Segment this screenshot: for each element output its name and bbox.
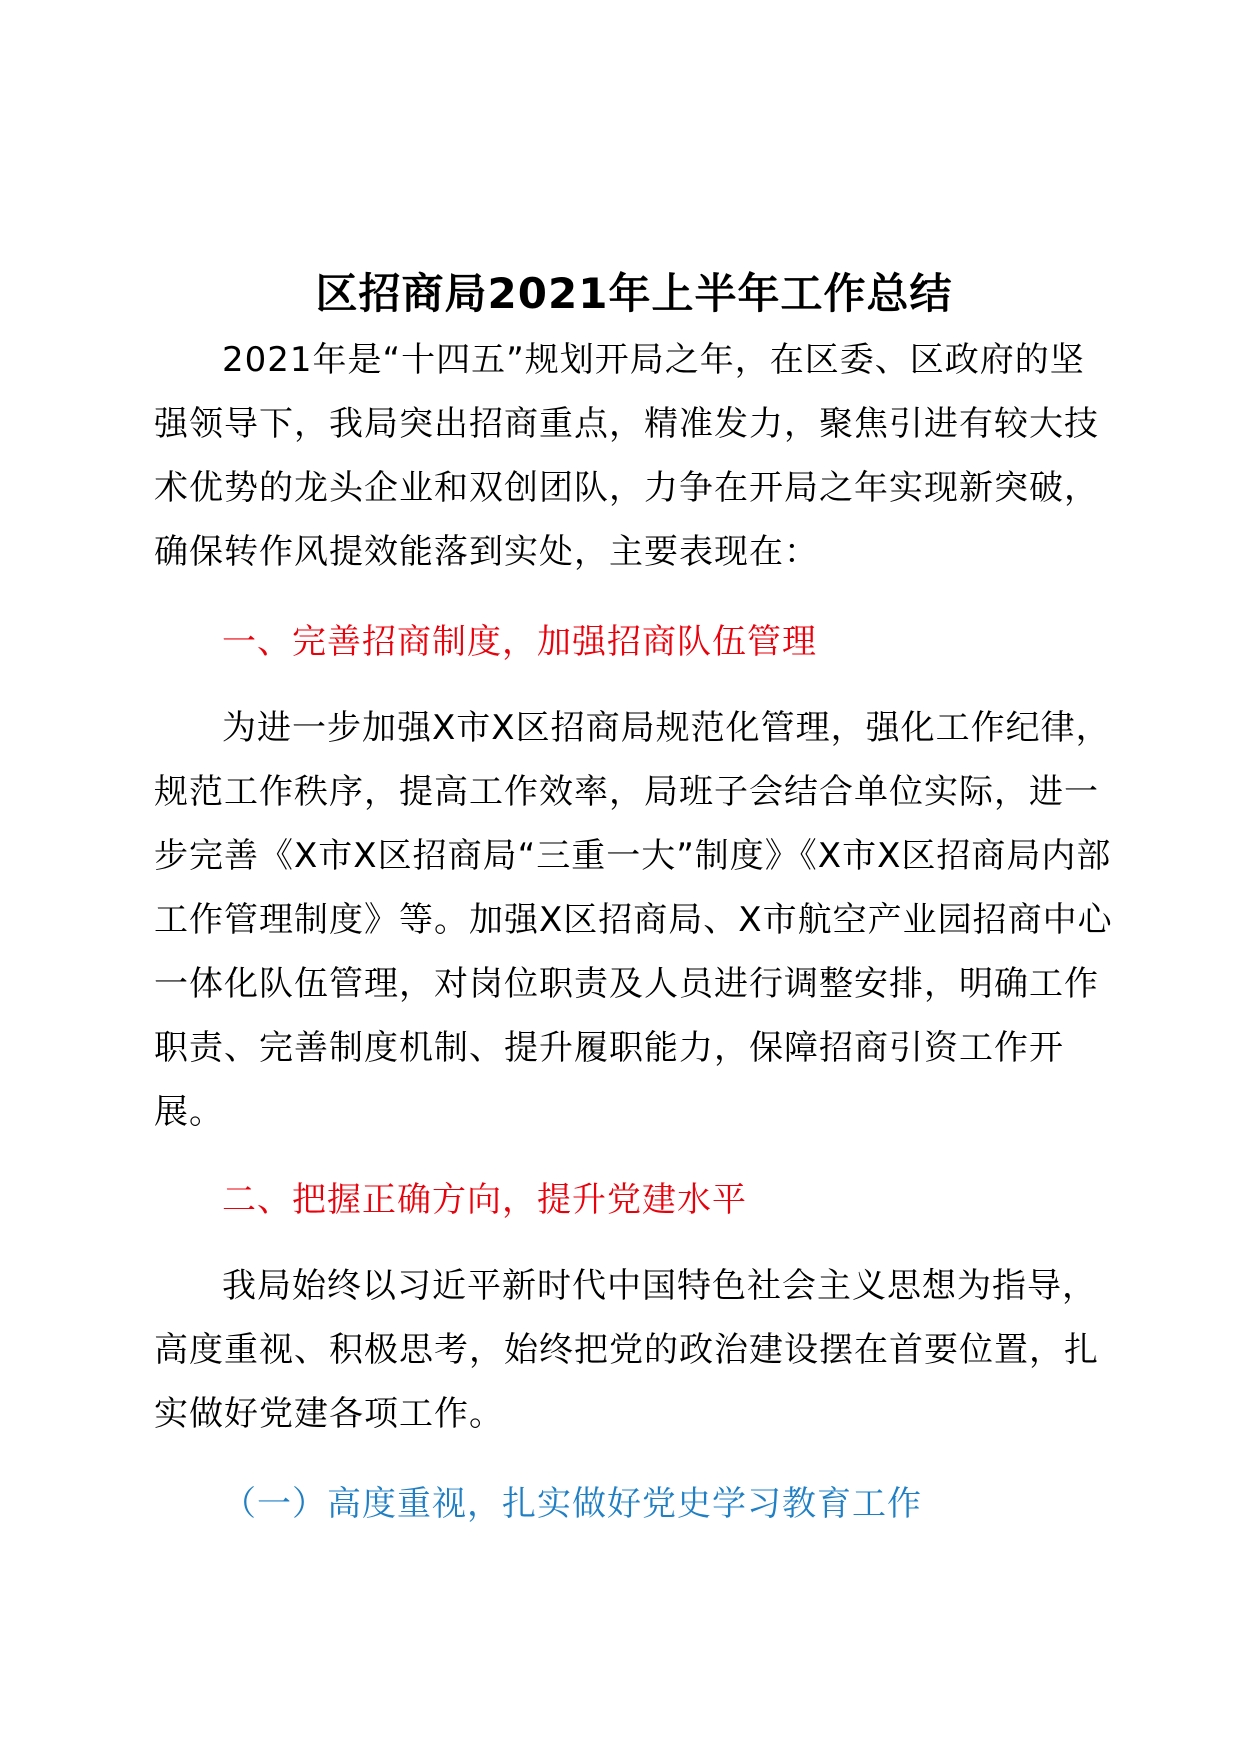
section-heading-1: 一、完善招商制度，加强招商队伍管理	[222, 622, 817, 662]
intro-paragraph: 2021年是“十四五”规划开局之年，在区委、区政府的坚强领导下，我局突出招商重点，精准发力，聚焦引进有较大技术优势的龙头企业和双创团队，力争在开局之年实现新突破，确保转作风提效能落到实处，主要表现在：	[154, 340, 1099, 572]
section-heading-2: 二、把握正确方向，提升党建水平	[222, 1180, 747, 1220]
document-title: 区招商局2021年上半年工作总结	[315, 269, 953, 319]
section-body-1: 为进一步加强X市X区招商局规范化管理，强化工作纪律，规范工作秩序，提高工作效率，局班子会结合单位实际，进一步完善《X市X区招商局“三重一大”制度》《X市X区招商局内部工作管理制度》等。加强X区招商局、X市航空产业园招商中心一体化队伍管理，对岗位职责及人员进行调整安排，明确工作职责、完善制度机制、提升履职能力，保障招商引资工作开展。	[154, 708, 1113, 1132]
subsection-heading: （一）高度重视，扎实做好党史学习教育工作	[222, 1484, 922, 1524]
section-body-2: 我局始终以习近平新时代中国特色社会主义思想为指导，高度重视、积极思考，始终把党的政治建设摆在首要位置，扎实做好党建各项工作。	[154, 1266, 1099, 1434]
